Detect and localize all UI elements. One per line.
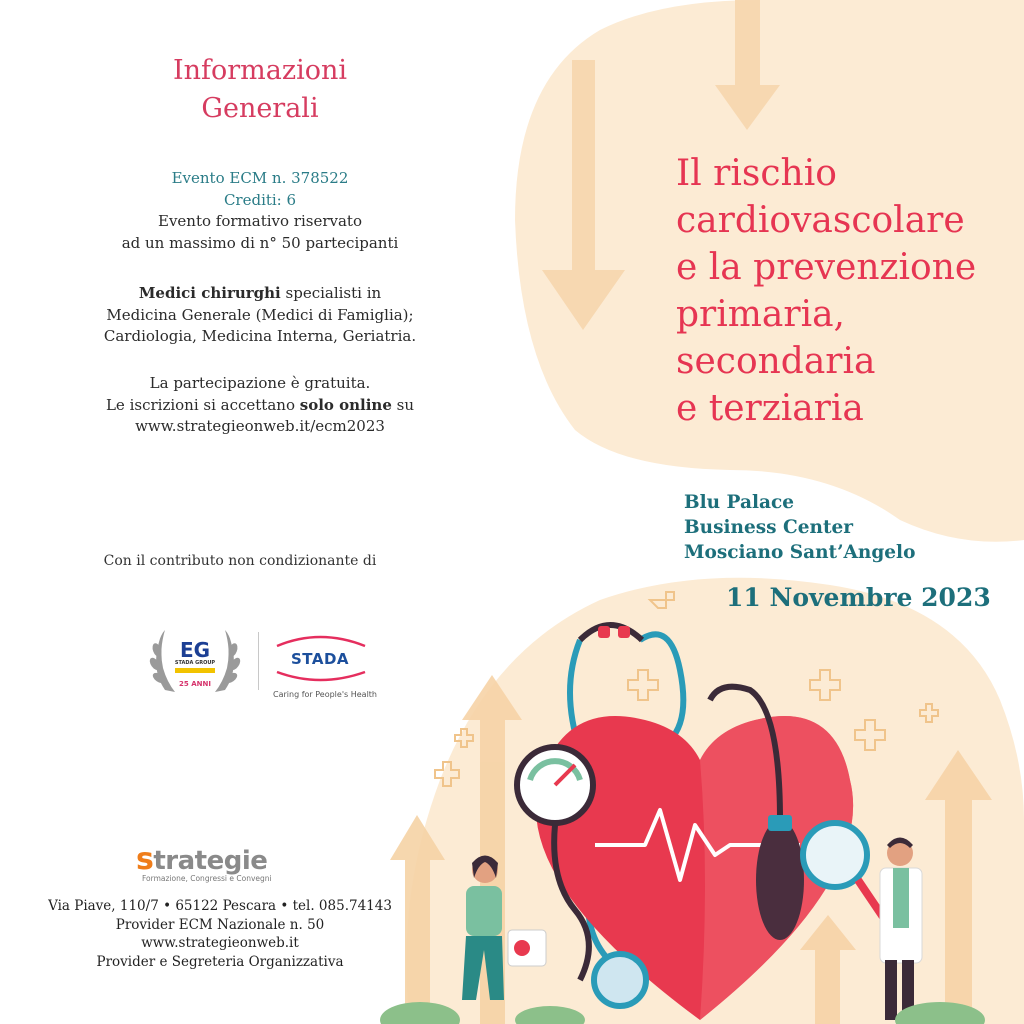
info-header <box>40 52 480 128</box>
info-title-line1: Informazioni <box>172 55 348 86</box>
riservato-line1: Evento formativo riservato <box>158 212 362 230</box>
event-title-line: primaria, <box>676 294 845 335</box>
iscrizioni-post: su <box>391 395 415 414</box>
eg-logo <box>145 620 245 704</box>
venue-line: Blu Palace <box>684 492 795 513</box>
crediti: Crediti: 6 <box>223 190 297 209</box>
eg-group-text: STADA GROUP <box>174 660 216 666</box>
doctor-figure-icon <box>880 838 922 1021</box>
organizer-footer <box>20 897 420 971</box>
stada-logo <box>273 628 377 708</box>
medici-line2: Medicina Generale (Medici di Famiglia); <box>106 305 414 324</box>
event-venue <box>684 490 1004 565</box>
evento-ecm: Evento ECM n. 378522 <box>171 169 349 187</box>
medici-line3: Cardiologia, Medicina Interna, Geriatria. <box>103 327 417 345</box>
eg-anni-text: 25 ANNI <box>179 680 211 688</box>
event-title-line: secondaria <box>676 341 876 382</box>
event-title-line: e la prevenzione <box>676 247 977 288</box>
venue-line: Mosciano Sant’Angelo <box>684 542 916 563</box>
pump-bulb-icon <box>756 820 804 940</box>
event-title-line: e terziaria <box>676 388 864 429</box>
gratuita: La partecipazione è gratuita. <box>149 374 371 392</box>
medici-line1 <box>40 283 480 305</box>
target-audience <box>40 283 480 348</box>
registration-info <box>40 373 480 438</box>
event-title-line: Il rischio <box>676 153 837 194</box>
organizer-role: Provider e Segreteria Organizzativa <box>96 953 344 970</box>
strategie-tagline: Formazione, Congressi e Convegni <box>142 874 272 883</box>
nurse-figure-icon <box>462 856 546 1001</box>
medici-bold: Medici chirurghi <box>138 284 281 302</box>
strategie-logo <box>136 842 296 888</box>
organizer-website[interactable]: www.strategieonweb.it <box>141 935 299 951</box>
event-title-line: cardiovascolare <box>676 200 965 241</box>
sponsor-note: Con il contributo non condizionante di <box>103 553 377 569</box>
stada-name: STADA <box>290 650 350 668</box>
iscrizioni-pre: Le iscrizioni si accettano <box>105 395 300 414</box>
registration-website[interactable]: www.strategieonweb.it/ecm2023 <box>135 417 385 435</box>
iscrizioni-bold: solo online <box>299 395 392 414</box>
info-title-line2: Generali <box>201 93 319 124</box>
eg-text: EG <box>179 638 211 662</box>
stada-tagline: Caring for People's Health <box>273 690 377 699</box>
event-title <box>676 150 1016 432</box>
info-title <box>40 52 480 128</box>
iscrizioni <box>40 395 480 417</box>
ecm-info <box>40 168 480 254</box>
organizer-provider: Provider ECM Nazionale n. 50 <box>115 916 325 933</box>
venue-line: Business Center <box>684 517 854 538</box>
riservato-line2: ad un massimo di n° 50 partecipanti <box>121 233 399 252</box>
logo-divider <box>258 632 259 690</box>
medici-rest: specialisti in <box>280 284 382 302</box>
magnifier-icon <box>803 823 867 887</box>
sponsor-logos <box>145 620 385 710</box>
strategie-logo-text <box>136 842 267 877</box>
organizer-address: Via Piave, 110/7 • 65122 Pescara • tel. 085.74143 <box>48 898 392 914</box>
cardio-illustration <box>380 580 1024 1024</box>
strategie-logo-s: s <box>136 842 154 877</box>
strategie-logo-rest: trategie <box>153 846 268 876</box>
event-date: 11 Novembre 2023 <box>726 583 991 612</box>
